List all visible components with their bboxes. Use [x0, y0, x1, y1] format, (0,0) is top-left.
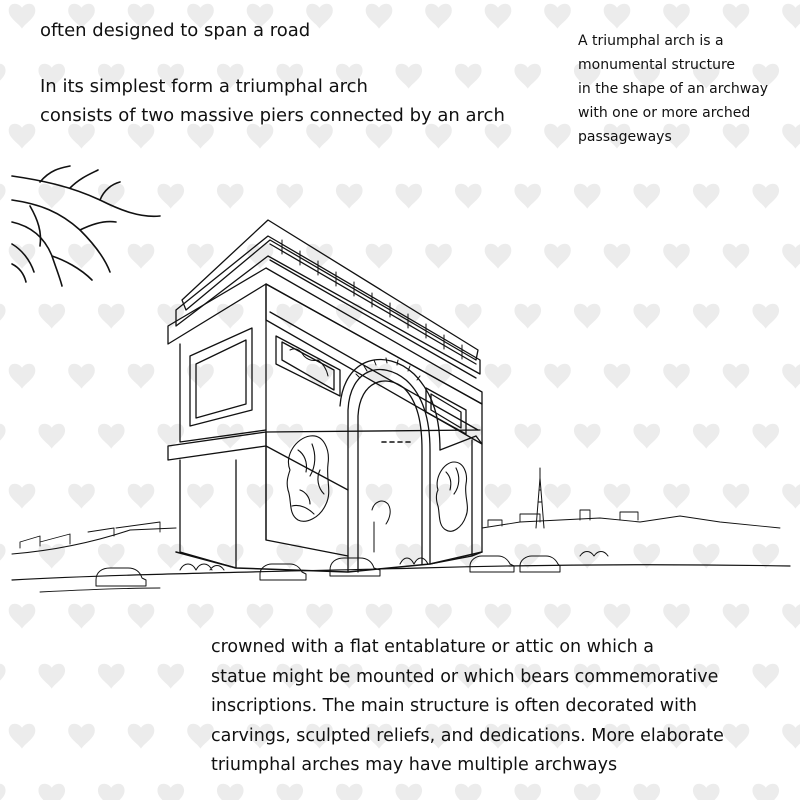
- bottom-description-line: carvings, sculpted reliefs, and dedications. More elaborate: [211, 725, 724, 746]
- heart-icon: [336, 784, 363, 800]
- right-definition: [578, 29, 768, 149]
- heart-icon: [693, 784, 720, 800]
- heart-icon: [544, 124, 571, 149]
- heart-icon: [633, 784, 660, 800]
- bottom-description-line: triumphal arches may have multiple archways: [211, 755, 618, 775]
- heart-icon: [514, 784, 541, 800]
- heart-icon: [366, 604, 393, 629]
- heart-icon: [366, 4, 393, 29]
- heart-icon: [425, 4, 452, 29]
- heart-icon: [425, 604, 452, 629]
- heart-icon: [395, 784, 422, 800]
- heart-icon: [752, 664, 779, 689]
- heart-icon: [663, 4, 690, 29]
- heart-icon: [128, 724, 155, 749]
- heart-icon: [187, 724, 214, 749]
- bottom-description-line: inscriptions. The main structure is often decorated with: [211, 696, 697, 716]
- heart-icon: [217, 784, 244, 800]
- heart-icon: [663, 604, 690, 629]
- right-definition-line: A triumphal arch is a: [578, 33, 724, 49]
- heart-icon: [128, 604, 155, 629]
- heart-icon: [782, 724, 800, 749]
- heart-icon: [9, 124, 36, 149]
- heart-icon: [604, 4, 631, 29]
- heart-icon: [723, 724, 750, 749]
- heart-icon: [9, 724, 36, 749]
- heart-icon: [544, 604, 571, 629]
- heart-icon: [544, 4, 571, 29]
- bottom-description-line: statue might be mounted or which bears commemorative: [211, 666, 719, 687]
- heart-icon: [485, 604, 512, 629]
- tree-branches: [12, 166, 160, 286]
- heart-icon: [0, 784, 6, 800]
- heart-icon: [98, 784, 125, 800]
- arch-structure: [168, 220, 482, 572]
- heart-icon: [306, 604, 333, 629]
- heart-icon: [157, 664, 184, 689]
- right-definition-line: with one or more arched: [578, 105, 751, 121]
- heart-icon: [9, 4, 36, 29]
- sculpture-relief: [437, 462, 468, 531]
- heart-icon: [782, 124, 800, 149]
- left-description-line: In its simplest form a triumphal arch: [40, 76, 368, 97]
- heart-icon: [38, 784, 65, 800]
- heart-icon: [187, 604, 214, 629]
- heart-icon: [782, 604, 800, 629]
- heart-icon: [782, 4, 800, 29]
- bottom-description-line: crowned with a flat entablature or attic on which a: [211, 637, 654, 657]
- right-definition-line: in the shape of an archway: [578, 81, 769, 97]
- heart-icon: [485, 4, 512, 29]
- bottom-description: [211, 633, 724, 781]
- heart-icon: [68, 604, 95, 629]
- heart-icon: [98, 664, 125, 689]
- heart-icon: [38, 664, 65, 689]
- heart-icon: [247, 604, 274, 629]
- heart-icon: [0, 64, 6, 89]
- street-skyline: [12, 468, 790, 592]
- heart-icon: [574, 784, 601, 800]
- heart-icon: [68, 724, 95, 749]
- heart-icon: [723, 4, 750, 29]
- right-definition-line: monumental structure: [578, 57, 736, 73]
- heart-icon: [723, 604, 750, 629]
- heart-icon: [157, 784, 184, 800]
- heart-icon: [276, 784, 303, 800]
- heart-icon: [0, 664, 6, 689]
- heart-icon: [604, 604, 631, 629]
- heart-icon: [514, 64, 541, 89]
- right-definition-line: passageways: [578, 129, 672, 145]
- top-caption: often designed to span a road: [40, 20, 311, 41]
- triumphal-arch-illustration: [0, 160, 800, 600]
- sculpture-relief: [287, 436, 329, 521]
- heart-icon: [455, 784, 482, 800]
- heart-icon: [9, 604, 36, 629]
- left-description: [40, 72, 505, 130]
- heart-icon: [752, 784, 779, 800]
- left-description-line: consists of two massive piers connected by an arch: [40, 105, 505, 126]
